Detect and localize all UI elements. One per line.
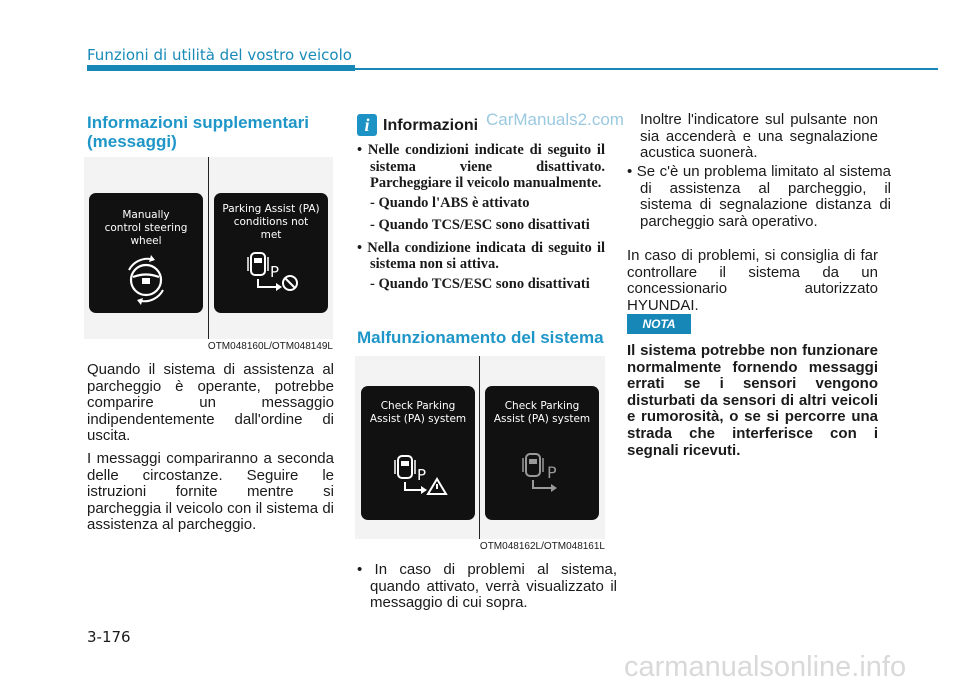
parking-assist-warning-icon (393, 452, 449, 498)
svg-text:P: P (270, 263, 280, 281)
info-item-deactivated: • Nelle condizioni indicate di seguito il sistema viene disattivato. Parcheggiare il veicolo manualmente. (357, 142, 605, 191)
watermark-footer: carmanualsonline.info (624, 651, 907, 683)
paragraph-dealer-check: In caso di problemi, si consiglia di far controllare il sistema da un concessionario autorizzato HYUNDAI. (627, 247, 878, 314)
panel-text-check-2: Check Parking Assist (PA) system (493, 400, 591, 425)
steering-wheel-icon (121, 255, 171, 305)
figure-caption-1: OTM048160L/OTM048149L (207, 341, 333, 352)
info-list (357, 142, 605, 298)
header-rule-thick (87, 65, 355, 71)
bullet-problem-message: • In caso di problemi al sistema, quando attivato, verrà visualizzato il messaggio di cui sopra. (357, 561, 617, 612)
figure-divider (479, 356, 480, 539)
parking-assist-icon (521, 450, 567, 496)
page-number: 3-176 (87, 628, 131, 646)
cluster-panel-check (485, 386, 599, 520)
cluster-panel-conditions-not-met (214, 193, 328, 313)
info-subitem-abs: - Quando l'ABS è attivato (370, 194, 530, 211)
heading-supplementary-info: Informazioni supplementari (messaggi) (87, 113, 309, 151)
figure-messages (84, 157, 333, 339)
info-item-not-activated: • Nella condizione indicata di seguito il sistema non si attiva. (357, 239, 605, 272)
info-icon: i (357, 114, 377, 136)
heading-malfunction: Malfunzionamento del sistema (357, 328, 604, 347)
parking-assist-off-icon (246, 249, 302, 295)
svg-text:P: P (547, 463, 557, 482)
header-rule-thin (355, 68, 938, 70)
panel-text-conditions: Parking Assist (PA) conditions not met (222, 203, 320, 241)
bullet-continuation: Inoltre l'indicatore sul pulsante non sia accenderà e una segnalazione acustica suonerà. (640, 111, 878, 162)
col1-body (87, 362, 334, 540)
section-header-title: Funzioni di utilità del vostro veicolo (87, 46, 352, 64)
paragraph-messages-circumstances: I messaggi compariranno a seconda delle circostanze. Seguire le istruzioni fornite mentre si parcheggia il veicolo con il sistema di assistenza al parcheggio. (87, 449, 334, 534)
panel-text-steering: Manually control steering wheel (104, 209, 188, 247)
bullet-limited-problem: • Se c'è un problema limitato al sistema di assistenza al parcheggio, il sistema di segnalazione distanza di parcheggio sarà operativo. (627, 163, 891, 230)
paragraph-message-appears: Quando il sistema di assistenza al parcheggio è operante, potrebbe comparire un messaggio indipendentemente dall'ordine di uscita. (87, 361, 334, 445)
figure-check-system (355, 356, 605, 539)
figure-divider (208, 157, 209, 339)
figure-caption-2: OTM048162L/OTM048161L (479, 541, 605, 552)
svg-text:P: P (417, 466, 427, 484)
cluster-panel-steering (89, 193, 203, 313)
info-title: Informazioni (383, 117, 479, 134)
cluster-panel-check-warning (361, 386, 475, 520)
panel-text-check-1: Check Parking Assist (PA) system (369, 400, 467, 425)
nota-text: Il sistema potrebbe non funzionare normalmente fornendo messaggi errati se i sensori vengono disturbati da sensori di altri veicoli e rumorosità, o se si percorre una strada che interferisce con i segnali ricevuti. (627, 342, 878, 459)
nota-badge: NOTA (627, 314, 691, 334)
info-subitem-tcs-2: - Quando TCS/ESC sono disattivati (370, 275, 590, 292)
watermark-carmanuals: CarManuals2.com (486, 110, 624, 129)
info-subitem-tcs: - Quando TCS/ESC sono disattivati (370, 217, 590, 233)
